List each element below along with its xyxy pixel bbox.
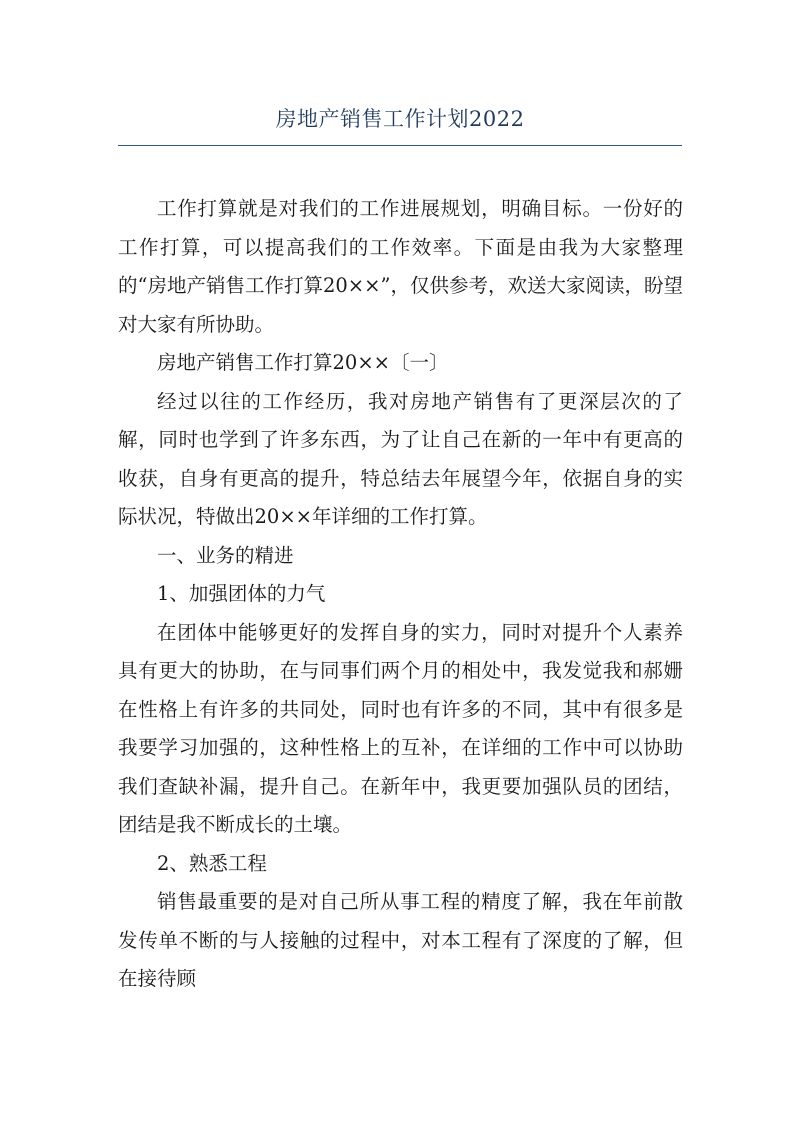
intro-paragraph: 工作打算就是对我们的工作进展规划，明确目标。一份好的工作打算，可以提高我们的工作效率。下面是由我为大家整理的“房地产销售工作打算20××”，仅供参考，欢送大家阅读，盼望对大家有所协助。	[118, 197, 683, 336]
subheading-team-strength: 1、加强团体的力气	[157, 582, 326, 605]
experience-paragraph: 经过以往的工作经历，我对房地产销售有了更深层次的了解，同时也学到了许多东西，为了让自己在新的一年中有更高的收获，自身有更高的提升，特总结去年展望今年，依据自身的实际状况，特做出20××年详细的工作打算。	[118, 389, 683, 528]
subheading-familiar-project: 2、熟悉工程	[157, 851, 267, 875]
section-heading-plan-one: 房地产销售工作打算20××〔一〕	[157, 351, 449, 374]
section-heading-business: 一、业务的精进	[157, 543, 294, 567]
team-paragraph: 在团体中能够更好的发挥自身的实力，同时对提升个人素养具有更大的协助，在与同事们两个月的相处中，我发觉我和郝姗在性格上有许多的共同处，同时也有许多的不同，其中有很多是我要学习加强的，这种性格上的互补，在详细的工作中可以协助我们查缺补漏，提升自己。在新年中，我更要加强队员的团结，团结是我不断成长的土壤。	[118, 620, 683, 836]
document-body	[118, 190, 683, 999]
sales-paragraph: 销售最重要的是对自己所从事工程的精度了解，我在年前散发传单不断的与人接触的过程中，对本工程有了深度的了解，但在接待顾	[118, 890, 683, 990]
title-underline-rule	[118, 145, 682, 146]
document-title: 房地产销售工作计划2022	[275, 107, 525, 131]
